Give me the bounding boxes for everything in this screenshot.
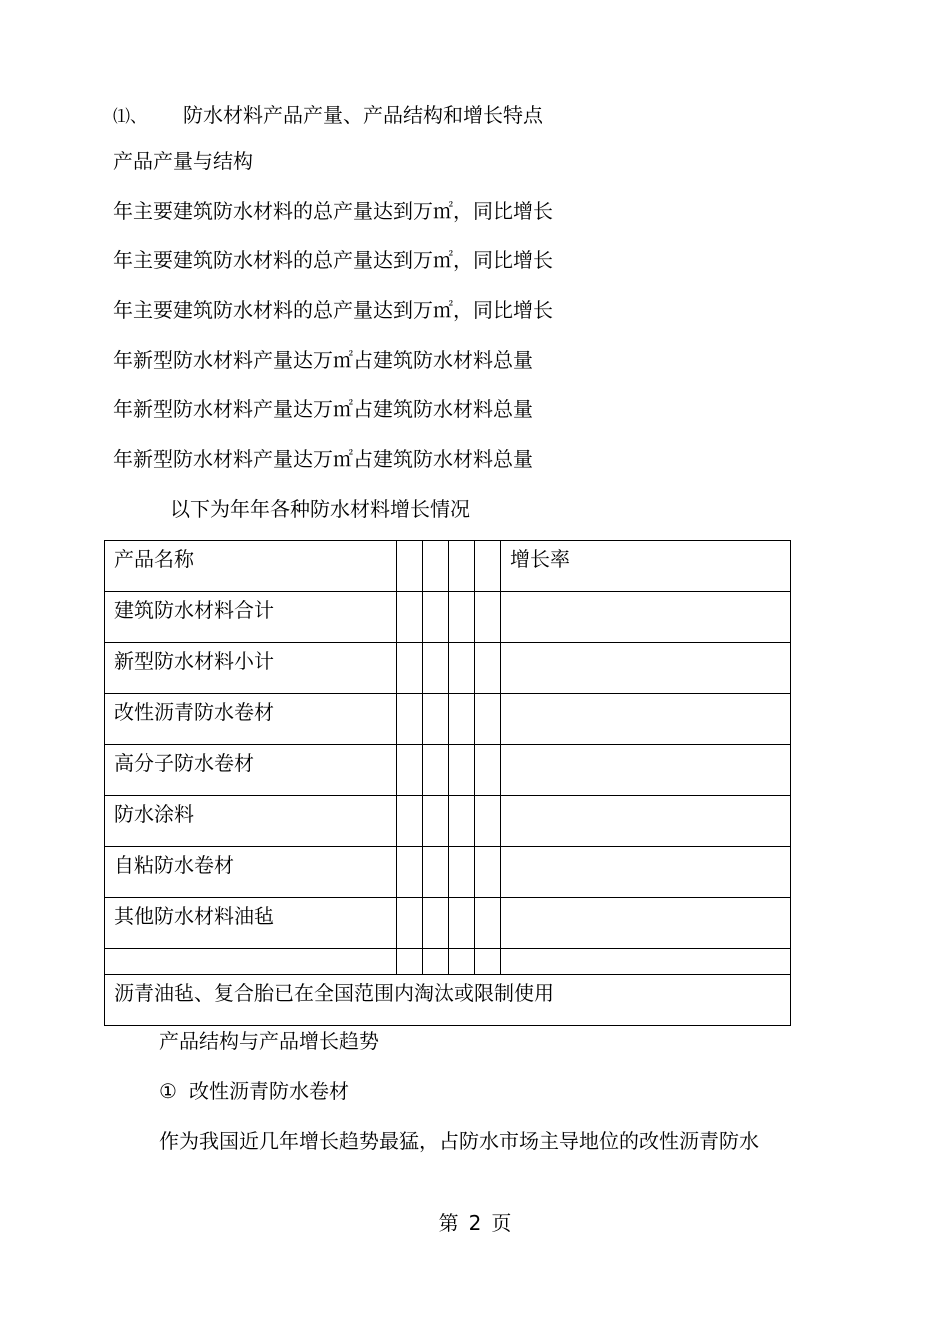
table-cell [423, 541, 449, 592]
table-row [105, 745, 791, 796]
section-number: ⑴、 [113, 107, 147, 127]
newtype-line: 年新型防水材料产量达万㎡占建筑防水材料总量 [113, 348, 533, 372]
table-cell [397, 847, 423, 898]
table-cell [397, 949, 423, 975]
newtype-line: 年新型防水材料产量达万㎡占建筑防水材料总量 [113, 397, 533, 421]
table-cell [423, 796, 449, 847]
table-cell [423, 592, 449, 643]
table-cell [449, 745, 475, 796]
table-cell [475, 949, 501, 975]
table-row [105, 643, 791, 694]
rate-cell [501, 643, 791, 694]
table-cell [397, 694, 423, 745]
product-name: 高分子防水卷材 [114, 751, 254, 775]
table-cell [423, 898, 449, 949]
table-cell [105, 949, 397, 975]
page-footer [0, 1209, 950, 1237]
subheading-output-structure: 产品产量与结构 [113, 149, 253, 173]
table-cell [449, 847, 475, 898]
header-rate: 增长率 [510, 547, 570, 571]
table-cell [449, 592, 475, 643]
product-name: 防水涂料 [114, 802, 194, 826]
table-cell [423, 745, 449, 796]
table-cell [449, 643, 475, 694]
page-number: 2 [468, 1211, 482, 1235]
table-cell [475, 796, 501, 847]
table-row [105, 796, 791, 847]
product-name-cell [105, 643, 397, 694]
output-line: 年主要建筑防水材料的总产量达到万㎡，同比增长 [113, 248, 553, 272]
table-cell [397, 898, 423, 949]
header-name: 产品名称 [114, 547, 194, 571]
table-cell [397, 592, 423, 643]
product-name: 建筑防水材料合计 [114, 598, 274, 622]
table-cell [475, 898, 501, 949]
product-name: 自粘防水卷材 [114, 853, 234, 877]
table-cell [397, 745, 423, 796]
growth-table [104, 540, 791, 1026]
section-title: 防水材料产品产量、产品结构和增长特点 [183, 103, 543, 127]
product-name: 其他防水材料油毡 [114, 904, 274, 928]
table-row [105, 592, 791, 643]
newtype-line: 年新型防水材料产量达万㎡占建筑防水材料总量 [113, 447, 533, 471]
table-cell [423, 694, 449, 745]
rate-cell [501, 898, 791, 949]
table-cell [449, 541, 475, 592]
table-cell [423, 643, 449, 694]
table-caption: 以下为年年各种防水材料增长情况 [170, 497, 470, 521]
table-cell [501, 949, 791, 975]
footer-suffix: 页 [491, 1211, 512, 1235]
subheading-structure-trend: 产品结构与产品增长趋势 [159, 1029, 379, 1053]
table-row [105, 847, 791, 898]
table-footnote: 沥青油毡、复合胎已在全国范围内淘汰或限制使用 [114, 981, 554, 1005]
table-row-empty [105, 949, 791, 975]
rate-cell [501, 694, 791, 745]
footer-prefix: 第 [438, 1211, 459, 1235]
product-name-cell [105, 898, 397, 949]
item-heading [159, 1077, 349, 1105]
output-line: 年主要建筑防水材料的总产量达到万㎡，同比增长 [113, 199, 553, 223]
footnote-cell [105, 975, 791, 1026]
table-cell [475, 745, 501, 796]
table-cell [423, 949, 449, 975]
rate-cell [501, 847, 791, 898]
product-name-cell [105, 592, 397, 643]
table-cell [475, 592, 501, 643]
table-cell [475, 643, 501, 694]
item-title: 改性沥青防水卷材 [189, 1079, 349, 1103]
header-cell-rate [501, 541, 791, 592]
table-cell [449, 949, 475, 975]
table-cell [397, 796, 423, 847]
table-cell [397, 643, 423, 694]
rate-cell [501, 796, 791, 847]
table-cell [423, 847, 449, 898]
product-name-cell [105, 847, 397, 898]
table-row [105, 694, 791, 745]
table-cell [397, 541, 423, 592]
table-cell [475, 541, 501, 592]
product-name-cell [105, 745, 397, 796]
rate-cell [501, 745, 791, 796]
table-cell [449, 796, 475, 847]
table-cell [449, 898, 475, 949]
body-paragraph: 作为我国近几年增长趋势最猛，占防水市场主导地位的改性沥青防水 [159, 1129, 759, 1153]
product-name: 改性沥青防水卷材 [114, 700, 274, 724]
product-name-cell [105, 796, 397, 847]
header-cell-name [105, 541, 397, 592]
table-row [105, 898, 791, 949]
table-cell [475, 847, 501, 898]
table-cell [449, 694, 475, 745]
product-name-cell [105, 694, 397, 745]
rate-cell [501, 592, 791, 643]
table-cell [475, 694, 501, 745]
table-footnote-row [105, 975, 791, 1026]
table-header-row [105, 541, 791, 592]
product-name: 新型防水材料小计 [114, 649, 274, 673]
output-line: 年主要建筑防水材料的总产量达到万㎡，同比增长 [113, 298, 553, 322]
item-number: ① [159, 1079, 177, 1103]
section-heading [113, 101, 543, 131]
